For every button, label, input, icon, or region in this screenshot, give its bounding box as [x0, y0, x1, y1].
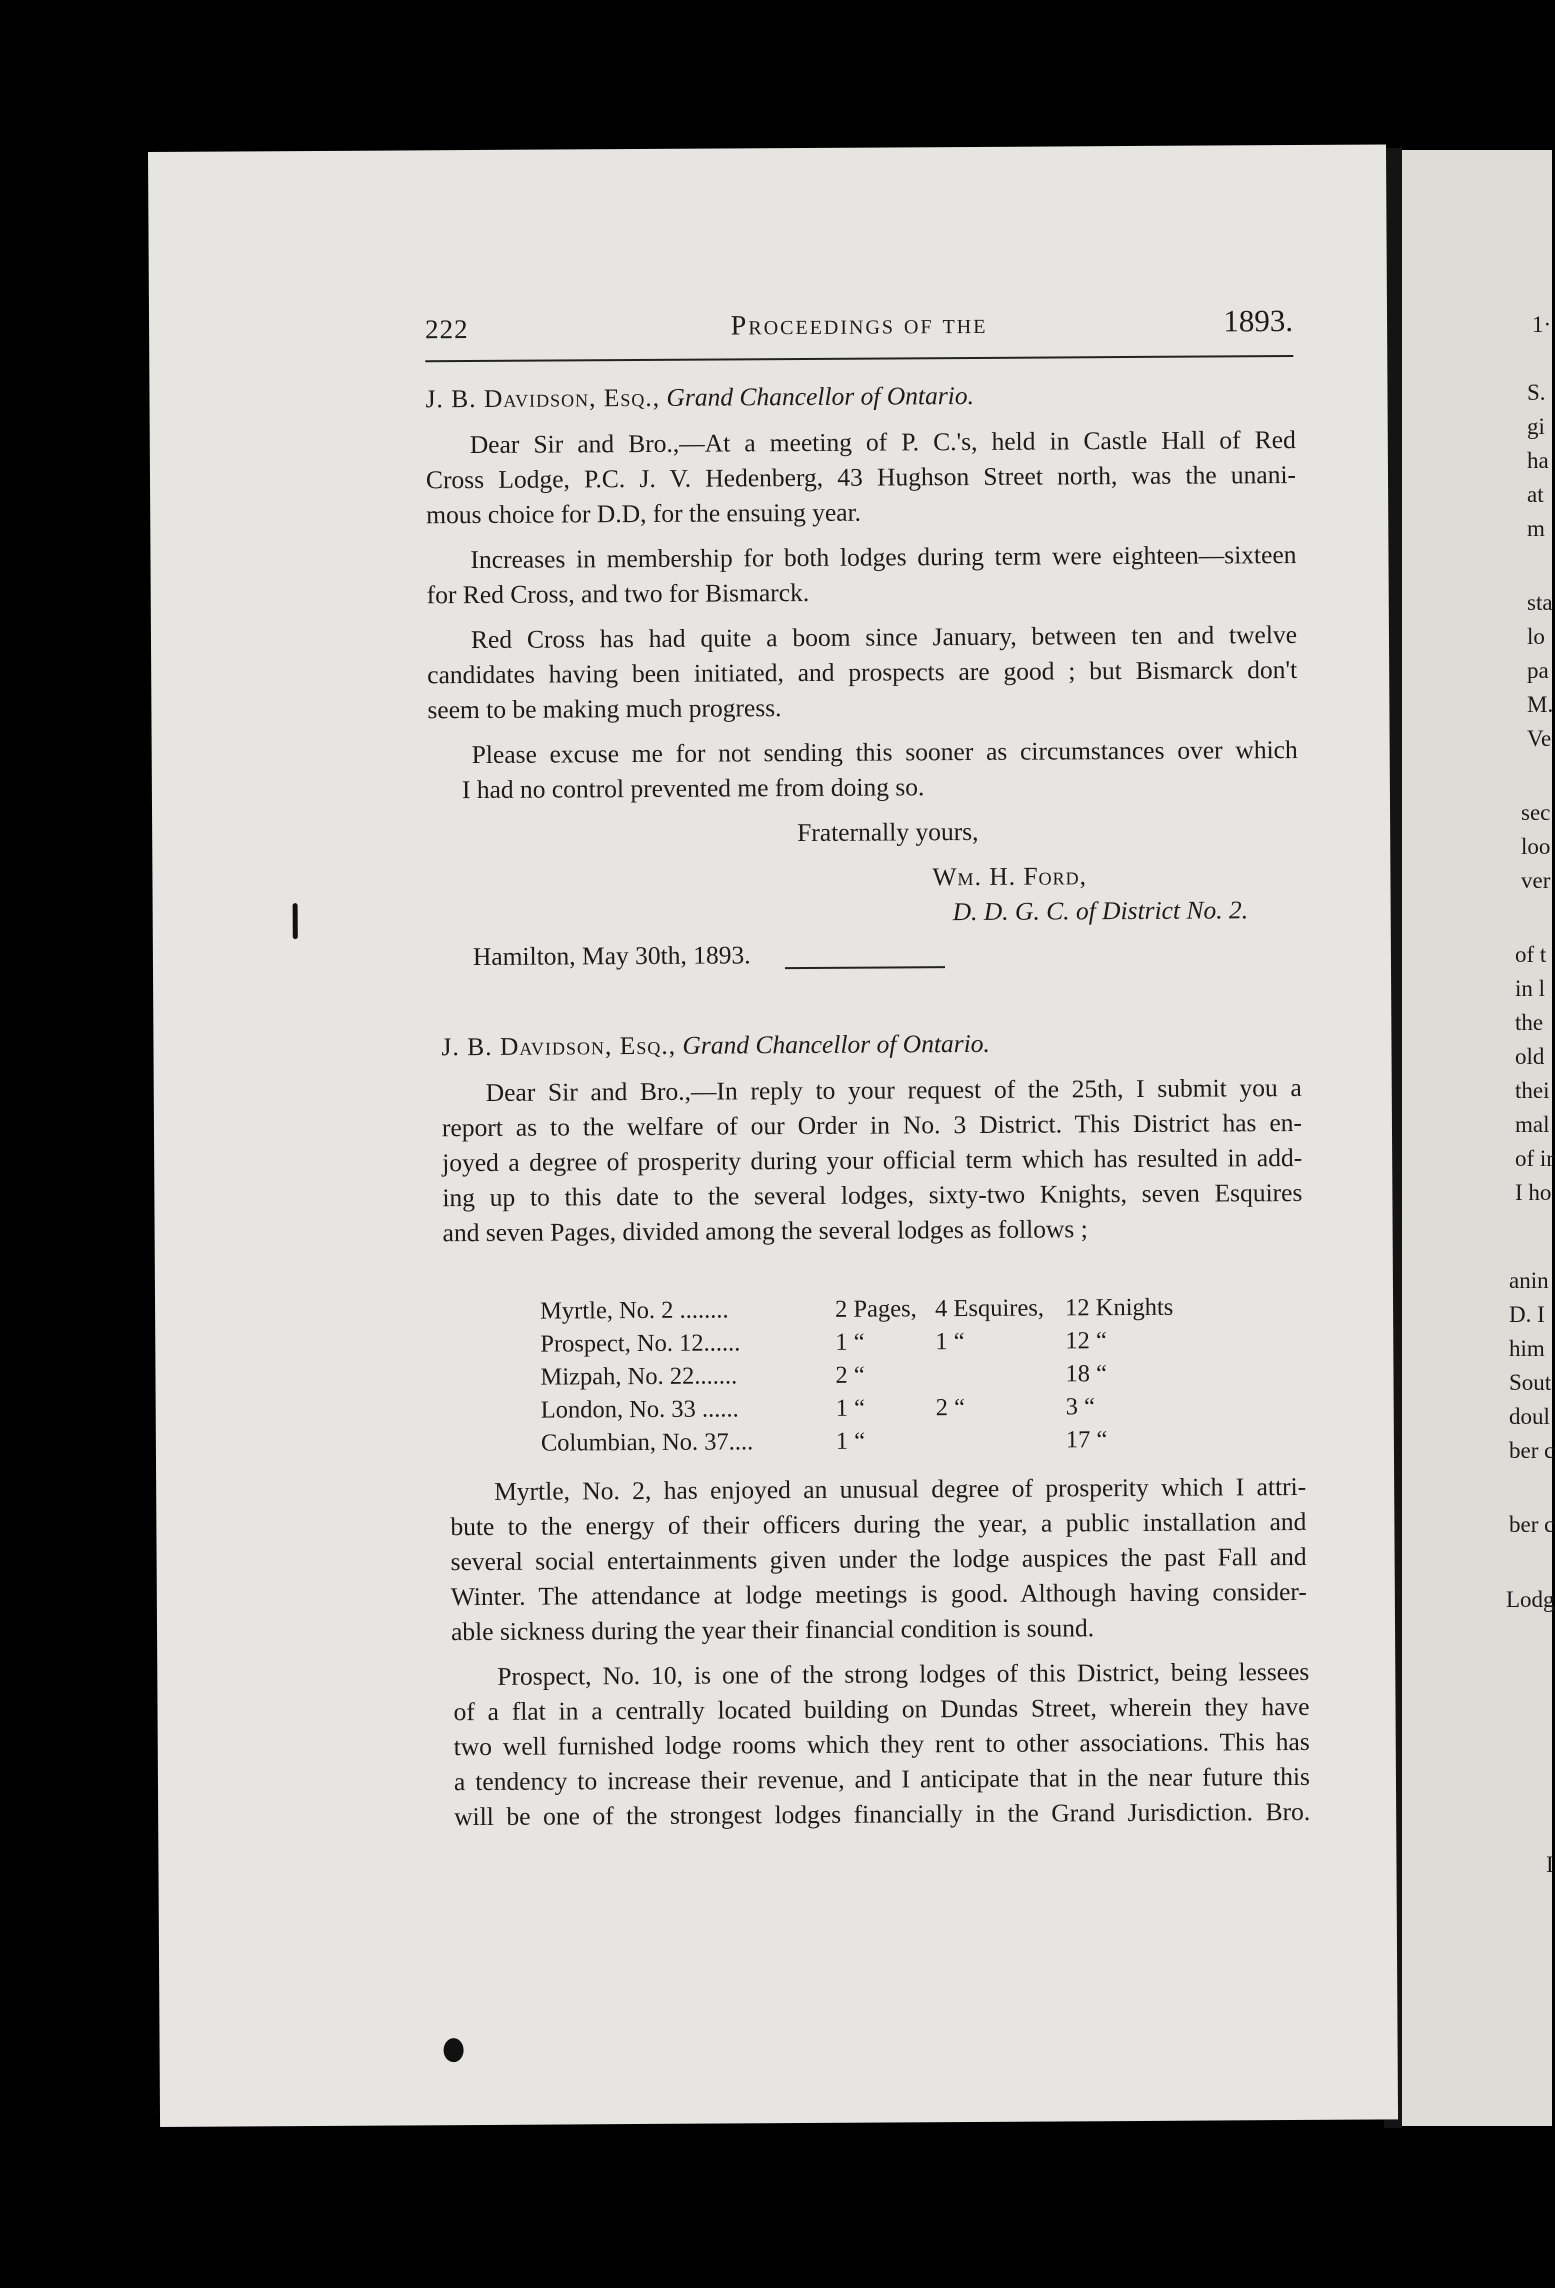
- lodge-membership-table: [540, 1293, 1226, 1462]
- letter2-text-line: bute to the energy of their officers during the year, a public installation and: [450, 1506, 1307, 1542]
- ink-blot: [444, 2038, 464, 2062]
- facing-fragment: ber c: [1509, 1512, 1555, 1537]
- letter2-text-line: joyed a degree of prosperity during your official term which has resulted in add-: [442, 1142, 1303, 1178]
- facing-fragment: ha: [1527, 448, 1549, 473]
- table-row: [540, 1326, 1225, 1363]
- lodge-name: Columbian, No. 37....: [540, 1428, 754, 1457]
- facing-fragment: m: [1527, 516, 1545, 541]
- facing-fragment: the: [1515, 1010, 1544, 1035]
- letter2-salutation: [441, 1025, 1311, 1064]
- letter2-text-line: several social entertainments given under the lodge auspices the past Fall and: [450, 1541, 1307, 1577]
- knights-count: 12 “: [1065, 1327, 1107, 1355]
- letter2-text-line: report as to the welfare of our Order in No. 3 District. This District has en-: [441, 1107, 1303, 1143]
- pages-count: 2 Pages,: [835, 1295, 917, 1323]
- letter1-signer: Wm. H. Ford,: [932, 861, 1088, 892]
- pages-count: 1 “: [835, 1394, 866, 1422]
- facing-fragment: old: [1515, 1044, 1545, 1069]
- letter1-closing: Fraternally yours,: [797, 816, 979, 848]
- knights-count: 18 “: [1065, 1360, 1108, 1388]
- letter2-text-line: able sickness during the year their financial condition is sound.: [450, 1613, 1095, 1647]
- pages-count: 1 “: [835, 1427, 866, 1455]
- esquires-count: 1 “: [935, 1328, 965, 1356]
- facing-page: [1400, 150, 1555, 2126]
- letter1-text-line: Please excuse me for not sending this sooner as circumstances over which: [471, 734, 1298, 770]
- letter1-text-line: Dear Sir and Bro.,—At a meeting of P. C.'s, held in Castle Hall of Red: [469, 424, 1296, 460]
- facing-fragment: loo: [1521, 834, 1551, 859]
- facing-fragment: anin: [1509, 1268, 1549, 1293]
- letter2-text-line: Myrtle, No. 2, has enjoyed an unusual degree of prosperity which I attri-: [494, 1471, 1307, 1506]
- facing-fragment: in l: [1515, 976, 1546, 1001]
- letter1-text-line: Cross Lodge, P.C. J. V. Hedenberg, 43 Hughson Street north, was the unani-: [425, 459, 1297, 495]
- facing-fragment: sec: [1521, 800, 1551, 825]
- facing-fragment: of ir: [1515, 1146, 1554, 1171]
- letter2-text-line: two well furnished lodge rooms which they rent to other associations. This has: [453, 1726, 1310, 1762]
- facing-fragment: ber c: [1509, 1438, 1555, 1463]
- letter2-text-line: Winter. The attendance at lodge meetings is good. Although having consider-: [450, 1576, 1307, 1612]
- letter2-text-line: will be one of the strongest lodges financially in the Grand Jurisdiction. Bro.: [454, 1796, 1311, 1832]
- pages-count: 2 “: [835, 1361, 865, 1389]
- facing-fragment: mal: [1515, 1112, 1550, 1137]
- letter1-text-line: seem to be making much progress.: [427, 693, 782, 725]
- letter2-text-line: Dear Sir and Bro.,—In reply to your request of the 25th, I submit you a: [485, 1072, 1302, 1107]
- facing-fragment: pa: [1527, 658, 1549, 683]
- salutation-name: J. B. Davidson, Esq.,: [425, 382, 661, 414]
- letter1-text-line: I had no control prevented me from doing so.: [461, 772, 925, 805]
- knights-count: 12 Knights: [1064, 1293, 1174, 1322]
- table-row: [541, 1392, 1226, 1429]
- page-number: 222: [424, 314, 469, 345]
- running-title: Proceedings of the: [730, 308, 988, 342]
- ink-mark: [293, 903, 298, 939]
- facing-fragment: him: [1509, 1336, 1545, 1361]
- lodge-name: Prospect, No. 12......: [540, 1329, 741, 1358]
- pages-count: 1 “: [835, 1328, 865, 1356]
- letter1-text-line: Increases in membership for both lodges during term were eighteen—sixteen: [470, 539, 1297, 575]
- esquires-count: [936, 1426, 1066, 1460]
- page-header: [425, 305, 1293, 356]
- facing-fragment: 1·: [1532, 312, 1552, 337]
- facing-fragment: I: [1546, 1852, 1554, 1877]
- table-row: [540, 1359, 1225, 1396]
- header-rule: [425, 355, 1293, 362]
- facing-fragment: Sout: [1509, 1370, 1552, 1395]
- lodge-name: Mizpah, No. 22.......: [540, 1362, 738, 1391]
- salutation-title: Grand Chancellor of Ontario.: [682, 1028, 990, 1060]
- lodge-name: London, No. 33 ......: [540, 1395, 739, 1424]
- letter1-place-date: Hamilton, May 30th, 1893.: [472, 940, 751, 972]
- facing-fragment: D. I: [1509, 1302, 1545, 1327]
- letter1-text-line: for Red Cross, and two for Bismarck.: [426, 577, 810, 610]
- facing-fragment: at: [1527, 482, 1544, 507]
- facing-fragment: M.: [1527, 692, 1554, 717]
- facing-fragment: ver: [1521, 868, 1551, 893]
- letter2-text-line: a tendency to increase their revenue, and I anticipate that in the near future this: [453, 1761, 1311, 1797]
- letter2-text-line: Prospect, No. 10, is one of the strong lodges of this District, being lessees: [497, 1656, 1310, 1691]
- facing-fragment: of t: [1515, 942, 1547, 967]
- esquires-count: [935, 1360, 1065, 1394]
- facing-fragment: Ve: [1527, 726, 1552, 751]
- facing-fragment: doul: [1509, 1404, 1550, 1429]
- knights-count: 17 “: [1065, 1426, 1108, 1454]
- letter1-signer-title: D. D. G. C. of District No. 2.: [952, 895, 1249, 927]
- header-year: 1893.: [1223, 303, 1294, 339]
- salutation-title: Grand Chancellor of Ontario.: [666, 380, 975, 412]
- letter1-text-line: mous choice for D.D, for the ensuing year.: [426, 497, 862, 530]
- facing-fragment: lo: [1527, 624, 1545, 649]
- facing-fragment: I ho: [1515, 1180, 1552, 1205]
- salutation-name: J. B. Davidson, Esq.,: [441, 1030, 677, 1062]
- esquires-count: 2 “: [935, 1394, 966, 1422]
- letter2-text-line: ing up to this date to the several lodges, sixty-two Knights, seven Esquires: [442, 1177, 1303, 1213]
- facing-fragment: gi: [1527, 414, 1545, 439]
- letter1-salutation: [425, 377, 1295, 416]
- letter1-text-line: candidates having been initiated, and prospects are good ; but Bismarck don't: [427, 654, 1298, 690]
- lodge-name: Myrtle, No. 2 ........: [540, 1296, 729, 1325]
- facing-fragment: S.: [1527, 380, 1546, 405]
- book-page: [148, 144, 1398, 2127]
- facing-fragment: thei: [1515, 1078, 1550, 1103]
- facing-fragment: Lodg: [1506, 1587, 1555, 1612]
- esquires-count: 4 Esquires,: [934, 1294, 1045, 1323]
- letter2-text-line: and seven Pages, divided among the several lodges as follows ;: [442, 1214, 1088, 1248]
- facing-fragment: sta: [1527, 590, 1553, 615]
- table-row: [541, 1425, 1226, 1462]
- knights-count: 3 “: [1065, 1393, 1096, 1421]
- letter2-text-line: of a flat in a centrally located building on Dundas Street, wherein they have: [453, 1691, 1310, 1727]
- table-row: [540, 1293, 1225, 1330]
- letter1-text-line: Red Cross has had quite a boom since January, between ten and twelve: [470, 619, 1298, 655]
